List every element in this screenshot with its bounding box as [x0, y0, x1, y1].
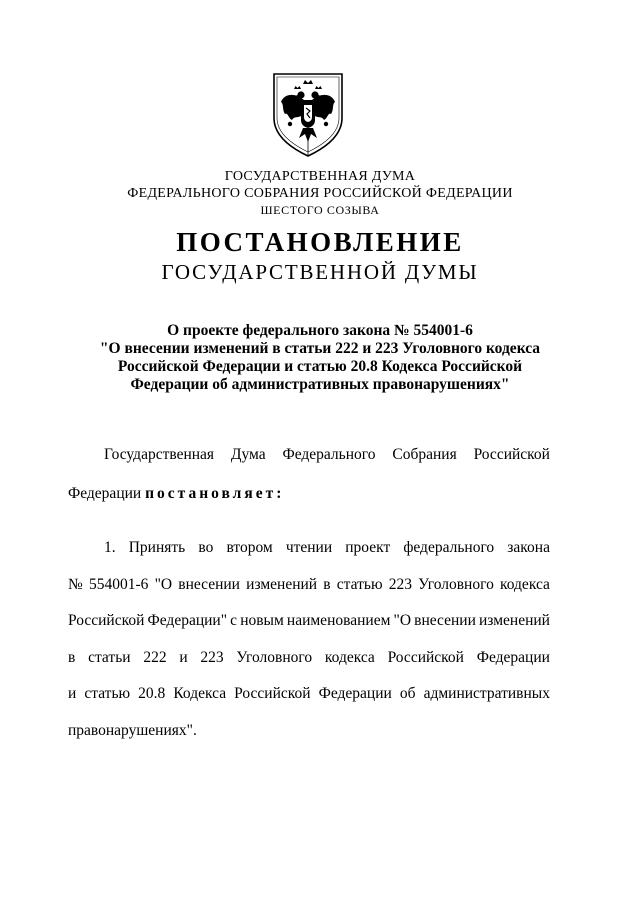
clause-word: наименованием: [286, 612, 391, 629]
clause-word: "О: [154, 575, 173, 593]
clause-word: "О: [393, 612, 412, 629]
clause-word: Кодекса: [173, 685, 227, 702]
clause-word: административных: [423, 685, 550, 702]
header-line-3: ШЕСТОГО СОЗЫВА: [260, 203, 380, 217]
document-org-title: ГОСУДАРСТВЕННОЙ ДУМЫ: [161, 260, 479, 284]
clause-word: 1.: [104, 539, 116, 556]
clause-word: и: [179, 648, 188, 666]
clause-word: закона: [507, 539, 550, 556]
clause-word: во: [198, 539, 214, 556]
clause-word: статью: [84, 685, 131, 702]
subject-line: Российской Федерации и статью 20.8 Кодекса Российской: [117, 358, 523, 375]
clause-word: статьи: [88, 648, 131, 666]
clause-word: и: [68, 685, 77, 702]
issuer-header: [0, 168, 640, 219]
preamble-word: Государственная: [104, 446, 215, 463]
clause-line-6: [68, 721, 550, 741]
clause-word: внесении: [414, 612, 476, 629]
clause-word: в: [68, 648, 76, 666]
clause-word: 223: [200, 648, 224, 666]
subject-line: "О внесении изменений в статьи 222 и 223 Уголовного кодекса: [99, 340, 541, 357]
subject-line: О проекте федерального закона № 554001-6: [167, 322, 473, 339]
clause-word: Российской: [387, 648, 464, 666]
preamble-line-2: [68, 484, 550, 504]
clause-1: [68, 538, 550, 757]
document-type-title: ПОСТАНОВЛЕНИЕ: [176, 227, 464, 257]
clause-word: правонарушениях".: [68, 721, 197, 739]
clause-word: в: [323, 575, 331, 593]
clause-line-4: [68, 648, 550, 668]
coat-of-arms-icon: [268, 70, 348, 158]
preamble-word: Федерального: [282, 446, 376, 463]
clause-word: об: [399, 685, 416, 702]
preamble-word: Собрания: [392, 446, 457, 463]
clause-word: втором: [226, 539, 273, 556]
header-line-2: ФЕДЕРАЛЬНОГО СОБРАНИЯ РОССИЙСКОЙ ФЕДЕРАЦИИ: [127, 186, 513, 201]
clause-word: новым: [240, 612, 284, 629]
clause-word: Российской: [68, 612, 145, 629]
clause-word: федерального: [403, 539, 495, 556]
clause-line-2: [68, 575, 550, 595]
document-subject: [0, 322, 640, 394]
clause-word: с: [230, 612, 238, 629]
clause-word: 222: [143, 648, 167, 666]
clause-word: Российской: [234, 685, 311, 702]
clause-word: кодекса: [324, 648, 375, 666]
preamble-word: Дума: [230, 446, 266, 463]
clause-word: статью: [336, 575, 383, 593]
clause-word: Федерации: [476, 648, 550, 666]
clause-word: Федерации": [147, 612, 228, 629]
clause-word: кодекса: [500, 575, 550, 593]
clause-word: Уголовного: [418, 575, 494, 593]
subject-line: Федерации об административных правонарушениях": [130, 376, 510, 393]
clause-word: Принять: [128, 539, 186, 556]
resolves-verb: постановляет:: [145, 485, 285, 502]
clause-word: изменений: [246, 575, 318, 593]
preamble-paragraph: [68, 445, 550, 504]
clause-word: 223: [388, 575, 412, 593]
clause-line-1: [68, 538, 550, 558]
preamble-prefix: Федерации: [68, 485, 142, 502]
clause-word: изменений: [479, 612, 550, 629]
clause-word: №: [68, 575, 83, 593]
preamble-word: Российской: [473, 446, 550, 463]
preamble-line-1: [68, 445, 550, 465]
clause-line-5: [68, 684, 550, 704]
clause-word: 554001-6: [88, 575, 149, 593]
clause-word: проект: [345, 539, 391, 556]
clause-word: чтении: [285, 539, 333, 556]
clause-word: Федерации: [318, 685, 392, 702]
clause-word: внесении: [178, 575, 240, 593]
clause-line-3: [68, 611, 550, 631]
clause-word: 20.8: [138, 685, 166, 702]
clause-word: Уголовного: [236, 648, 313, 666]
header-line-1: ГОСУДАРСТВЕННАЯ ДУМА: [224, 169, 416, 184]
